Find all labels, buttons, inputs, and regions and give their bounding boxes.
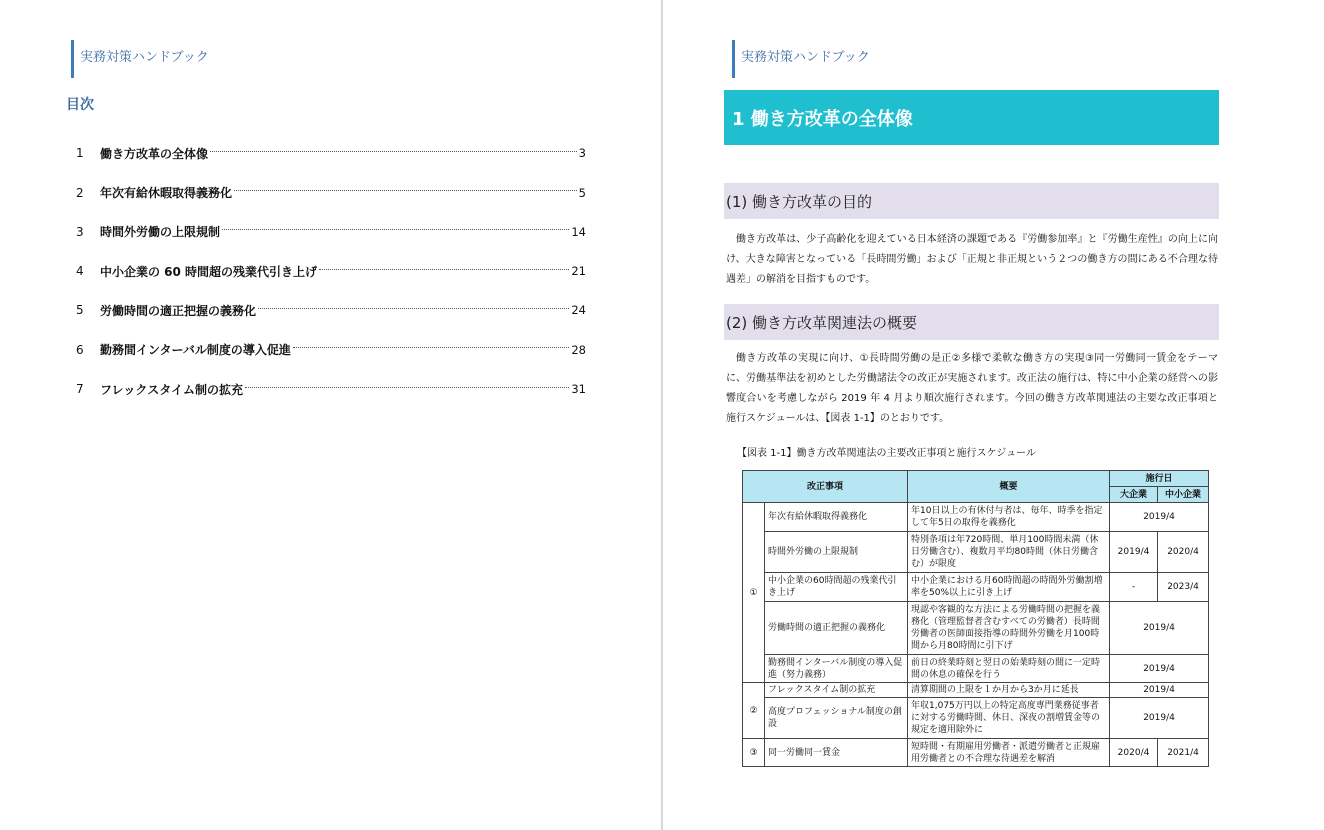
table-row <box>743 683 1209 698</box>
toc-number: 4 <box>76 264 84 279</box>
cell-date-sme: 2020/4 <box>1158 532 1209 573</box>
toc-leader-dots <box>222 229 569 230</box>
cell-date-sme: 2023/4 <box>1158 573 1209 602</box>
running-header: 実務対策ハンドブック <box>71 40 209 78</box>
toc-entry-title: 年次有給休暇取得義務化 <box>100 186 233 201</box>
toc-entry[interactable] <box>76 124 586 163</box>
schedule-table <box>742 470 1209 767</box>
header-date: 施行日 <box>1110 471 1209 487</box>
toc-entry[interactable] <box>76 163 586 202</box>
table-row <box>743 503 1209 532</box>
toc-entry-title: 時間外労働の上限規制 <box>100 225 221 240</box>
toc-page-number: 28 <box>571 342 586 357</box>
cell-item: 高度プロフェッショナル制度の創設 <box>765 698 908 739</box>
cell-summary: 中小企業における月60時間超の時間外労働割増率を50%以上に引き上げ <box>908 573 1110 602</box>
toc-entry[interactable] <box>76 281 586 320</box>
toc-page-number: 3 <box>578 146 586 161</box>
table-row <box>743 602 1209 655</box>
header-summary: 概要 <box>908 471 1110 503</box>
cell-date-large: 2019/4 <box>1110 532 1158 573</box>
toc-page-number: 31 <box>571 382 586 397</box>
cell-item: 労働時間の適正把握の義務化 <box>765 602 908 655</box>
cell-item: フレックスタイム制の拡充 <box>765 683 908 698</box>
table-row <box>743 532 1209 573</box>
figure-caption: 【図表 1-1】働き方改革関連法の主要改正事項と施行スケジュール <box>737 448 1036 459</box>
cell-summary: 前日の終業時刻と翌日の始業時刻の間に一定時間の休息の確保を行う <box>908 655 1110 683</box>
cell-date: 2019/4 <box>1110 602 1209 655</box>
toc-entry-title: 中小企業の 60 時間超の残業代引き上げ <box>100 264 318 279</box>
body-paragraph: 働き方改革は、少子高齢化を迎えている日本経済の課題である『労働参加率』と『労働生産性』の向上に向け、大きな障害となっている「長時間労働」および「正規と非正規という２つの働き方の間にある不合理な待遇差」の解消を目指すものです。 <box>726 234 1218 285</box>
section-heading: (2) 働き方改革関連法の概要 <box>724 304 1219 340</box>
running-header: 実務対策ハンドブック <box>732 40 870 78</box>
toc-entry-title: 労働時間の適正把握の義務化 <box>100 303 257 318</box>
cell-date: 2019/4 <box>1110 698 1209 739</box>
toc-entry[interactable] <box>76 242 586 281</box>
toc-entry[interactable] <box>76 320 586 359</box>
header-large: 大企業 <box>1110 487 1158 503</box>
toc-leader-dots <box>210 151 577 152</box>
table-row <box>743 573 1209 602</box>
toc-leader-dots <box>258 308 569 309</box>
cell-date: 2019/4 <box>1110 655 1209 683</box>
section-heading: (1) 働き方改革の目的 <box>724 183 1219 219</box>
cell-item: 同一労働同一賃金 <box>765 739 908 767</box>
toc-number: 7 <box>76 382 84 397</box>
toc-number: 3 <box>76 224 84 239</box>
group-label: ② <box>743 683 765 739</box>
toc-entry[interactable] <box>76 203 586 242</box>
cell-summary: 短時間・有期雇用労働者・派遣労働者と正規雇用労働者との不合理な待遇差を解消 <box>908 739 1110 767</box>
toc-page-number: 21 <box>571 264 586 279</box>
table-header-row <box>743 471 1209 487</box>
toc-title: 目次 <box>66 97 94 113</box>
cell-summary: 清算期間の上限を１か月から3か月に延長 <box>908 683 1110 698</box>
body-paragraph: 働き方改革の実現に向け、①長時間労働の是正②多様で柔軟な働き方の実現③同一労働同一賃金をテーマに、労働基準法を初めとした労働諸法令の改正が実施されます。改正法の施行は、特に中小企業の経営への影響度合いを考慮しながら 2019 年 4 月より順次施行されます。今回の働き方改革関連法の主要な改正事項と施行スケジュールは、【図表 1-1】のとおりです。 <box>726 353 1218 424</box>
toc-page-number: 14 <box>571 224 586 239</box>
cell-item: 中小企業の60時間超の残業代引き上げ <box>765 573 908 602</box>
toc-leader-dots <box>319 269 569 270</box>
header-item: 改正事項 <box>743 471 908 503</box>
cell-summary: 特別条項は年720時間、単月100時間未満（休日労働含む）、複数月平均80時間（休日労働含む）が限度 <box>908 532 1110 573</box>
table-row <box>743 698 1209 739</box>
cell-item: 勤務間インターバル制度の導入促進（努力義務） <box>765 655 908 683</box>
toc-number: 6 <box>76 342 84 357</box>
cell-item: 年次有給休暇取得義務化 <box>765 503 908 532</box>
toc-entry-title: 勤務間インターバル制度の導入促進 <box>100 343 291 358</box>
table-of-contents <box>76 124 586 399</box>
cell-date-large: 2020/4 <box>1110 739 1158 767</box>
cell-item: 時間外労働の上限規制 <box>765 532 908 573</box>
toc-leader-dots <box>293 347 569 348</box>
toc-page-number: 24 <box>571 303 586 318</box>
toc-page-number: 5 <box>578 185 586 200</box>
toc-leader-dots <box>245 387 569 388</box>
toc-entry-title: 働き方改革の全体像 <box>100 146 209 161</box>
cell-date-sme: 2021/4 <box>1158 739 1209 767</box>
group-label: ① <box>743 503 765 683</box>
chapter-title: 1 働き方改革の全体像 <box>724 90 1219 145</box>
table-row <box>743 655 1209 683</box>
cell-date: 2019/4 <box>1110 503 1209 532</box>
toc-number: 2 <box>76 185 84 200</box>
cell-summary: 年10日以上の有休付与者は、毎年、時季を指定して年5日の取得を義務化 <box>908 503 1110 532</box>
toc-entry-title: フレックスタイム制の拡充 <box>100 382 244 397</box>
toc-leader-dots <box>234 190 577 191</box>
header-sme: 中小企業 <box>1158 487 1209 503</box>
cell-summary: 現認や客観的な方法による労働時間の把握を義務化（管理監督者含むすべての労働者）長時間労働者の医師面接指導の時間外労働を月100時間から月80時間に引下げ <box>908 602 1110 655</box>
cell-summary: 年収1,075万円以上の特定高度専門業務従事者に対する労働時間、休日、深夜の割増賃金等の規定を適用除外に <box>908 698 1110 739</box>
toc-number: 1 <box>76 146 84 161</box>
cell-date: 2019/4 <box>1110 683 1209 698</box>
group-label: ③ <box>743 739 765 767</box>
cell-date-large: - <box>1110 573 1158 602</box>
toc-entry[interactable] <box>76 360 586 399</box>
table-row <box>743 739 1209 767</box>
right-page <box>663 0 1324 830</box>
toc-number: 5 <box>76 303 84 318</box>
